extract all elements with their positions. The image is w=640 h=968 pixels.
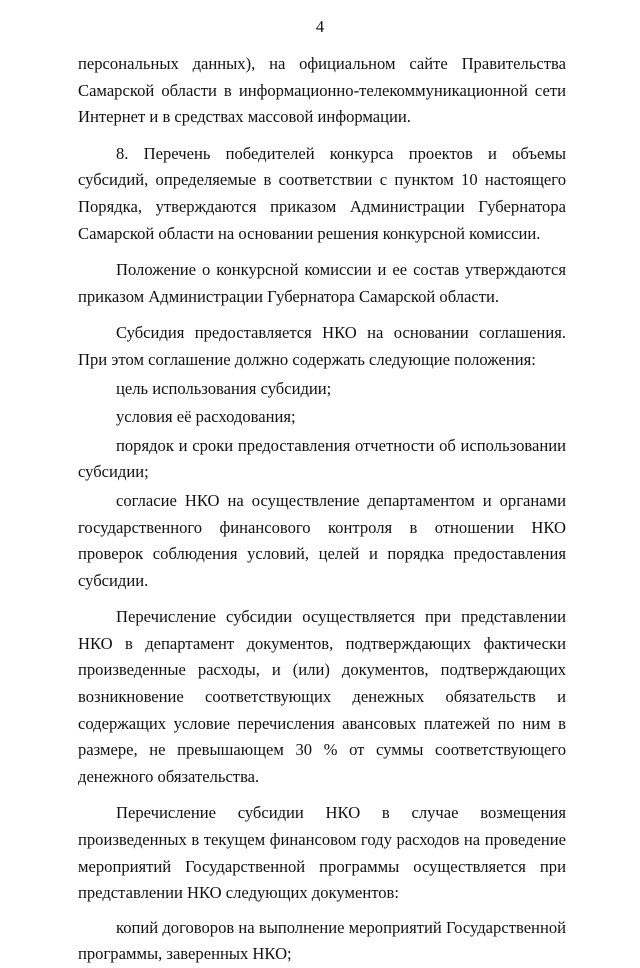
paragraph-transfer-conditions: Перечисление субсидии осуществляется при представлении НКО в департамент документов, подтверждающих фактически произведенные расходы, и (или) документов, подтверждающих возникновение соответствующих денежных обязательств и содержащих условие перечисления авансовых платежей по ним в размере, не превышающем 30 % от суммы соответствующего денежного обязательства. [78,607,566,786]
paragraph-reimbursement: Перечисление субсидии НКО в случае возмещения произведенных в текущем финансовом году расходов на проведение мероприятий Государственной программы осуществляется при представлении НКО следующих документов: [78,803,566,903]
paragraph-commission-regulation: Положение о конкурсной комиссии и ее состав утверждаются приказом Администрации Губернатора Самарской области. [78,260,566,306]
paragraph-publication-continued: персональных данных), на официальном сайте Правительства Самарской области в информационно-телекоммуникационной сети Интернет и в средствах массовой информации. [78,54,566,127]
list-item-consent: согласие НКО на осуществление департаментом и органами государственного финансового контроля в отношении НКО проверок соблюдения условий, целей и порядка предоставления субсидии. [78,490,566,590]
list-item-purpose: цель использования субсидии; [116,378,332,398]
list-item-reporting: порядок и сроки предоставления отчетности об использовании субсидии; [78,435,566,482]
paragraph-item-8: 8. Перечень победителей конкурса проектов и объемы субсидий, определяемые в соответствии с пунктом 10 настоящего Порядка, утверждаются приказом Администрации Губернатора Самарской области на основании решения конкурсной комиссии. [78,143,566,243]
list-item-contract-copies: копий договоров на выполнение мероприятий Государственной программы, заверенных НКО; [78,917,566,964]
list-item-conditions: условия её расходования; [116,407,296,427]
body-text [78,51,566,968]
page-number: 4 [315,17,325,36]
paragraph-subsidy-agreement: Субсидия предоставляется НКО на основании соглашения. При этом соглашение должно содержать следующие положения: [78,323,566,369]
